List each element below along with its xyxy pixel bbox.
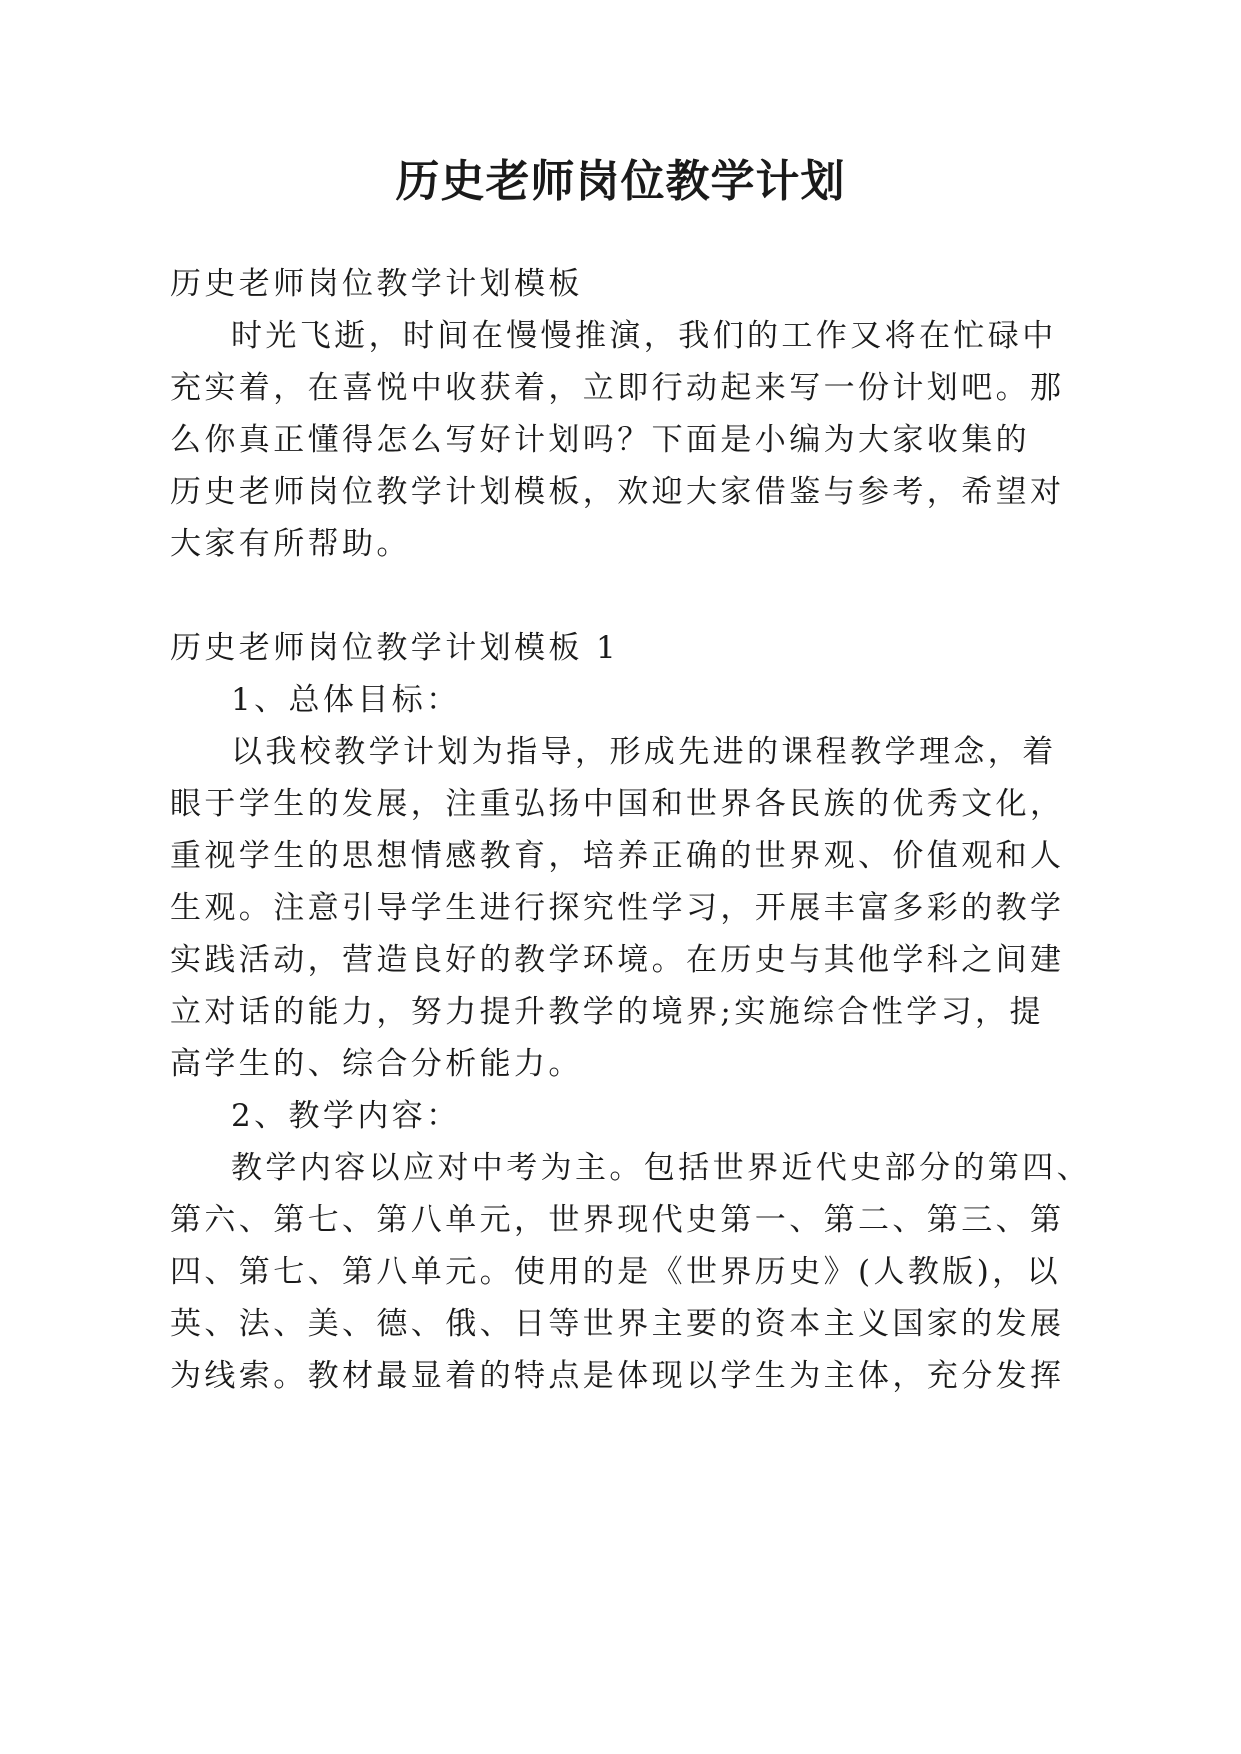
doc-line: 为线索。教材最显着的特点是体现以学生为主体，充分发挥	[170, 1358, 1065, 1394]
doc-line: 教学内容以应对中考为主。包括世界近代史部分的第四、	[231, 1150, 1091, 1186]
doc-line: 眼于学生的发展，注重弘扬中国和世界各民族的优秀文化，	[170, 786, 1065, 822]
doc-line: 英、法、美、德、俄、日等世界主要的资本主义国家的发展	[170, 1306, 1065, 1342]
doc-line: 历史老师岗位教学计划模板 1	[170, 630, 620, 666]
doc-line: 高学生的、综合分析能力。	[170, 1046, 583, 1082]
document-title: 历史老师岗位教学计划	[395, 156, 846, 207]
doc-line: 立对话的能力，努力提升教学的境界;实施综合性学习，提	[170, 994, 1044, 1030]
doc-line: 以我校教学计划为指导，形成先进的课程教学理念，着	[231, 734, 1057, 770]
doc-line: 重视学生的思想情感教育，培养正确的世界观、价值观和人	[170, 838, 1065, 874]
doc-line: 第六、第七、第八单元，世界现代史第一、第二、第三、第	[170, 1202, 1065, 1238]
doc-line: 时光飞逝，时间在慢慢推演，我们的工作又将在忙碌中	[231, 318, 1057, 354]
doc-line: 历史老师岗位教学计划模板	[170, 266, 583, 302]
doc-line: 么你真正懂得怎么写好计划吗？下面是小编为大家收集的	[170, 422, 1030, 458]
doc-line: 2、教学内容：	[231, 1098, 461, 1134]
doc-line: 生观。注意引导学生进行探究性学习，开展丰富多彩的教学	[170, 890, 1065, 926]
doc-line: 历史老师岗位教学计划模板，欢迎大家借鉴与参考，希望对	[170, 474, 1065, 510]
doc-line: 四、第七、第八单元。使用的是《世界历史》(人教版)，以	[170, 1254, 1061, 1290]
doc-line: 实践活动，营造良好的教学环境。在历史与其他学科之间建	[170, 942, 1065, 978]
doc-line: 充实着，在喜悦中收获着，立即行动起来写一份计划吧。那	[170, 370, 1065, 406]
doc-line: 1、总体目标：	[231, 682, 461, 718]
doc-line: 大家有所帮助。	[170, 526, 411, 562]
